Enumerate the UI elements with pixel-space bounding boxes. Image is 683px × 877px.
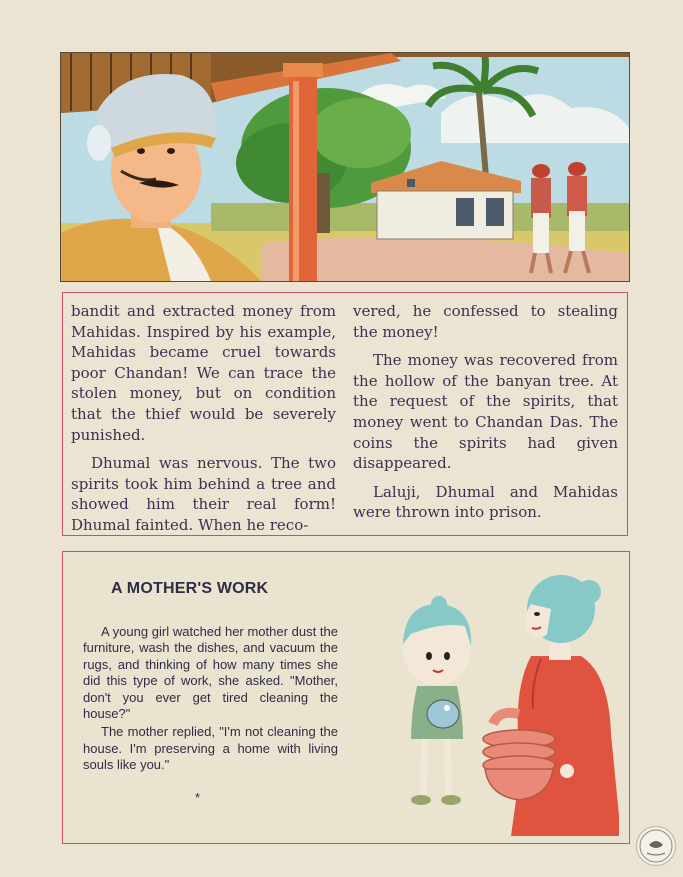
village-scene-illustration — [61, 53, 629, 281]
story-right-column — [353, 301, 618, 531]
story-illustration-panel — [60, 52, 630, 282]
archive-stamp-logo — [636, 826, 676, 866]
story-paragraph: vered, he confessed to stealing the money! — [353, 302, 618, 341]
story-left-column — [71, 301, 336, 544]
mothers-work-title: A MOTHER'S WORK — [111, 580, 269, 597]
mothers-work-paragraph: The mother replied, "I'm not cleaning the house. I'm preserving a home with living souls like you." — [83, 724, 338, 773]
end-mark: * — [195, 790, 201, 805]
story-paragraph: The money was recovered from the hollow of the banyan tree. At the request of the spirits, that money went to Chandan Das. The coins the spirits had given disappeared. — [353, 351, 618, 473]
mothers-work-paragraph: A young girl watched her mother dust the furniture, wash the dishes, and vacuum the rugs, and thinking of how many times she did this type of work, she asked. "Mother, don't you ever get tired cleaning the house?" — [83, 624, 338, 722]
story-paragraph: Laluji, Dhumal and Mahidas were thrown into prison. — [353, 482, 618, 522]
story-paragraph: Dhumal was nervous. The two spirits took him behind a tree and showed him their real form! Dhumal fainted. When he reco- — [71, 454, 336, 534]
story-paragraph: bandit and extracted money from Mahidas. Inspired by his example, Mahidas became cruel towards poor Chandan! We can trace the stolen money, but on condition that the thief would be severely punished. — [71, 302, 336, 444]
mother-and-girl-cartoon — [381, 564, 619, 836]
mothers-work-box — [62, 551, 630, 844]
mothers-work-body — [83, 624, 338, 774]
story-text-box — [62, 292, 628, 536]
